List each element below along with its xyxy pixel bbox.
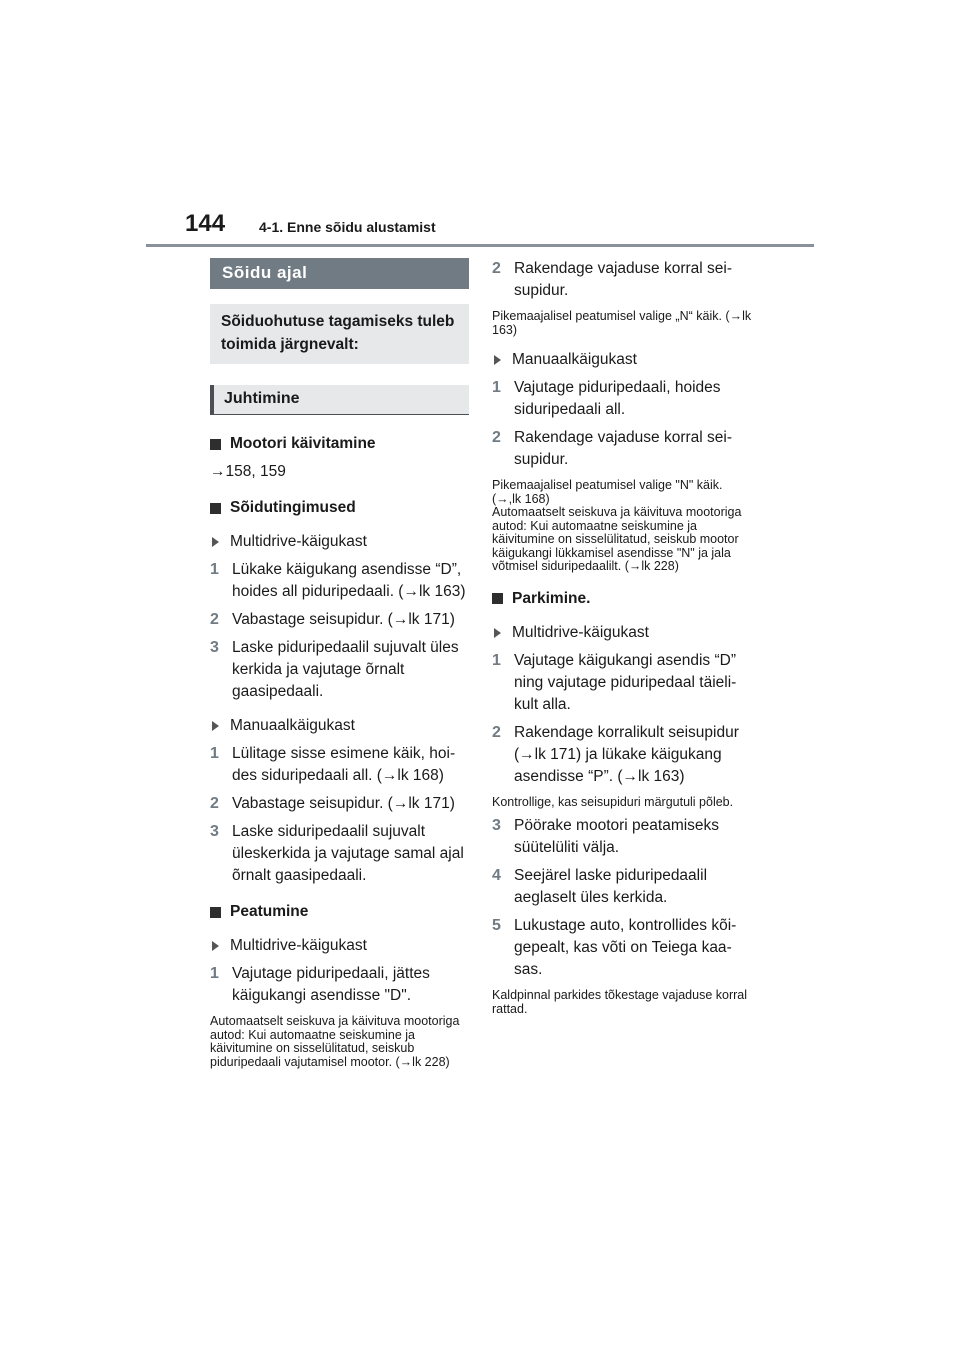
triangle-bullet-icon bbox=[494, 628, 501, 638]
heading-engine-start: Mootori käivitamine bbox=[210, 433, 469, 455]
step-item: 4 Seejärel laske piduripedaalil aeglaselt üles kerkida. bbox=[492, 867, 708, 906]
square-bullet-icon bbox=[210, 907, 221, 918]
step-item: 2 Rakendage vajaduse korral seisupidur. bbox=[492, 429, 732, 468]
left-column bbox=[210, 258, 469, 1069]
header-divider bbox=[146, 244, 814, 247]
intro-box: Sõiduohutuse tagamiseks tuleb toimida järgnevalt: bbox=[210, 304, 469, 364]
note-text: Pikemaajalisel peatumisel valige "N" käik. (→,lk 168) Automaatselt seiskuva ja käivituva mootoriga autod: Kui automaatne seiskumine ja käivitumine on sisselülitatud, seiskub mootor käigukangi lükkamisel asendisse "N" ja jala võtmisel siduripedaalilt. (→lk 228) bbox=[492, 478, 742, 573]
page-reference: →158, 159 bbox=[210, 463, 286, 480]
step-item: 2 Vabastage seisupidur. (→lk 171) bbox=[210, 795, 455, 812]
triangle-bullet-icon bbox=[212, 941, 219, 951]
heading-stopping: Peatumine bbox=[210, 901, 469, 923]
subheading-box: Juhtimine bbox=[210, 385, 469, 415]
bullet-manual: Manuaalkäigukast bbox=[210, 715, 469, 737]
step-item: 1 Vajutage piduripedaali, hoides siduripedaali all. bbox=[492, 379, 721, 418]
triangle-bullet-icon bbox=[212, 537, 219, 547]
square-bullet-icon bbox=[210, 503, 221, 514]
triangle-bullet-icon bbox=[212, 721, 219, 731]
step-item: 3 Pöörake mootori peatamiseks süütelüliti välja. bbox=[492, 817, 720, 856]
step-item: 3 Laske siduripedaalil sujuvalt üleskerkida ja vajutage samal ajal õrnalt gaasipedaali. bbox=[210, 823, 464, 884]
step-item: 2 Vabastage seisupidur. (→lk 171) bbox=[210, 611, 455, 628]
triangle-bullet-icon bbox=[494, 355, 501, 365]
bullet-multidrive: Multidrive-käigukast bbox=[210, 531, 469, 553]
step-item: 1 Vajutage käigukangi asendis “D” ning vajutage piduripedaal täielikult alla. bbox=[492, 651, 737, 713]
step-item: 2 Rakendage korralikult seisupidur (→lk 171) ja lükake käigukang asendisse “P”. (→lk 163) bbox=[492, 723, 739, 785]
right-column bbox=[492, 258, 754, 1016]
section-title-box: Sõidu ajal bbox=[210, 258, 469, 289]
bullet-multidrive: Multidrive-käigukast bbox=[210, 935, 469, 957]
heading-driving-conditions: Sõidutingimused bbox=[210, 497, 469, 519]
square-bullet-icon bbox=[492, 593, 503, 604]
step-item: 3 Laske piduripedaalil sujuvalt üles kerkida ja vajutage õrnalt gaasipedaali. bbox=[210, 639, 459, 700]
step-item: 1 Lülitage sisse esimene käik, hoides siduripedaali all. (→lk 168) bbox=[210, 745, 456, 784]
bullet-manual: Manuaalkäigukast bbox=[492, 349, 754, 371]
note-text: Kaldpinnal parkides tõkestage vajaduse korral rattad. bbox=[492, 988, 748, 1016]
section-header: 4-1. Enne sõidu alustamist bbox=[259, 219, 436, 235]
note-text: Kontrollige, kas seisupiduri märgutuli põleb. bbox=[492, 794, 734, 809]
note-text: Pikemaajalisel peatumisel valige „N“ käik. (→lk 163) bbox=[492, 309, 752, 337]
step-item: 1 Vajutage piduripedaali, jättes käigukangi asendisse "D". bbox=[210, 965, 430, 1004]
step-item: 1 Lükake käigukang asendisse “D”, hoides all piduripedaali. (→lk 163) bbox=[210, 561, 466, 600]
square-bullet-icon bbox=[210, 439, 221, 450]
step-item: 5 Lukustage auto, kontrollides kõigepealt, kas võti on Teiega kaasas. bbox=[492, 917, 737, 978]
note-text: Automaatselt seiskuva ja käivituva mootoriga autod: Kui automaatne seiskumine ja käivitumine on sisselülitatud, seiskub piduripedaali vajutamisel mootor. (→lk 228) bbox=[210, 1014, 460, 1069]
heading-parking: Parkimine. bbox=[492, 588, 754, 610]
step-item: 2 Rakendage vajaduse korral seisupidur. bbox=[492, 260, 732, 299]
page-number: 144 bbox=[185, 210, 226, 237]
bullet-multidrive: Multidrive-käigukast bbox=[492, 622, 754, 644]
